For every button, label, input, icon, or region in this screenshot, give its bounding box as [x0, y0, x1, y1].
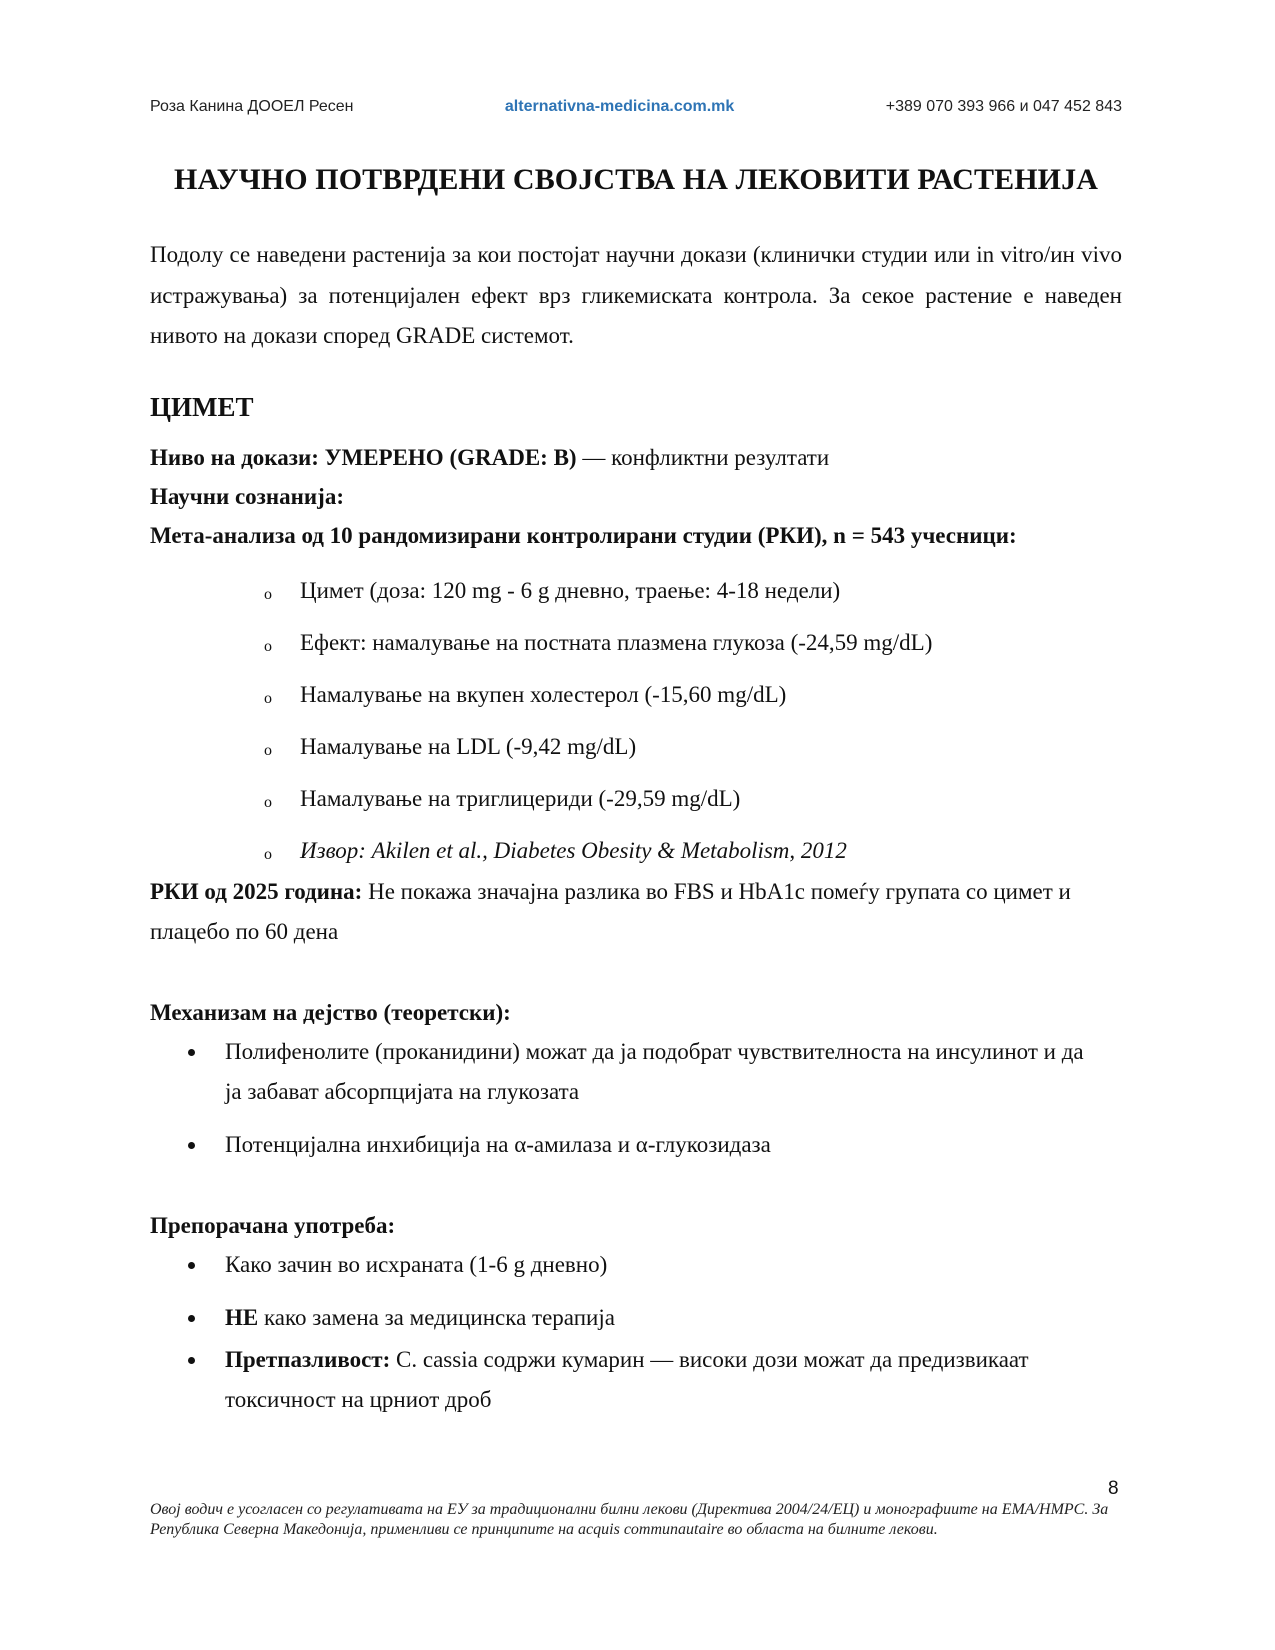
usage-emphasis: НЕ	[225, 1305, 259, 1330]
circle-bullet: o	[264, 690, 272, 707]
page-number: 8	[1108, 1478, 1119, 1499]
rct-label: РКИ од 2025 година:	[150, 879, 363, 904]
meta-item: Ефект: намалување на постната плазмена глукоза (-24,59 mg/dL)	[300, 630, 933, 655]
source-citation: Извор: Akilen et al., Diabetes Obesity & Metabolism, 2012	[300, 838, 847, 863]
usage-text: како замена за медицинска терапија	[258, 1305, 615, 1330]
meta-item: Намалување на LDL (-9,42 mg/dL)	[300, 734, 637, 759]
website-link[interactable]: alternativna-medicina.com.mk	[504, 98, 735, 115]
rct-paragraph	[150, 872, 1122, 952]
evidence-label: Ниво на докази: УМЕРЕНО (GRADE: B)	[150, 445, 577, 470]
section-title: ЦИМЕТ	[150, 392, 254, 422]
meta-item: Намалување на вкупен холестерол (-15,60 mg/dL)	[300, 682, 787, 707]
bullet-dot	[188, 1315, 195, 1322]
footer-note: Овој водич е усогласен со регулативата на ЕУ за традиционални билни лекови (Директива 2004/24/ЕЦ) и монографиите на EMA/HMPC. За Република Северна Македонија, применливи се принципите на acquis communautaire во областа на билните лекови.	[150, 1501, 1109, 1538]
caution-text: C. cassia содржи кумарин — високи дози можат да предизвикаат токсичност на црниот дроб	[225, 1347, 1029, 1412]
rct-text: Не покажа значајна разлика во FBS и HbA1c помеѓу групата со цимет и плацебо по 60 дена	[150, 879, 1071, 944]
bullet-dot	[188, 1142, 195, 1149]
circle-bullet: o	[264, 586, 272, 603]
findings-label: Научни сознанија:	[150, 484, 344, 509]
page-header	[150, 98, 1122, 116]
mechanism-item: Потенцијална инхибиција на α-амилаза и α-глукозидаза	[225, 1132, 771, 1157]
meta-item: Цимет (доза: 120 mg - 6 g дневно, траење: 4-18 недели)	[300, 578, 841, 603]
page-title: НАУЧНО ПОТВРДЕНИ СВОЈСТВА НА ЛЕКОВИТИ РАСТЕНИЈА	[174, 163, 1098, 196]
bullet-dot	[188, 1049, 195, 1056]
evidence-line	[150, 438, 1122, 478]
circle-bullet: o	[264, 742, 272, 759]
bullet-dot	[188, 1357, 195, 1364]
evidence-note: — конфликтни резултати	[576, 445, 830, 470]
mechanism-label: Механизам на дејство (теоретски):	[150, 1000, 511, 1025]
caution-label: Претпазливост:	[225, 1347, 391, 1372]
meta-label: Мета-анализа од 10 рандомизирани контролирани студии (РКИ), n = 543 учесници:	[150, 523, 1017, 548]
mechanism-item: Полифенолите (проканидини) можат да ја подобрат чувствителноста на инсулинот и да ја забават абсорпцијата на глукозата	[225, 1039, 1084, 1104]
circle-bullet: o	[264, 638, 272, 655]
bullet-dot	[188, 1262, 195, 1269]
circle-bullet: o	[264, 794, 272, 811]
usage-item	[225, 1298, 1105, 1338]
usage-label: Препорачана употреба:	[150, 1213, 396, 1238]
usage-item	[225, 1340, 1105, 1420]
phone-numbers: +389 070 393 966 и 047 452 843	[885, 98, 1122, 115]
company-name: Роза Канина ДООЕЛ Ресен	[150, 98, 354, 115]
circle-bullet: o	[264, 846, 272, 863]
usage-item: Како зачин во исхраната (1-6 g дневно)	[225, 1252, 608, 1277]
meta-item: Намалување на триглицериди (-29,59 mg/dL)	[300, 786, 741, 811]
intro-paragraph: Подолу се наведени растенија за кои постојат научни докази (клинички студии или in vitro/ин vivo истражувања) за потенцијален ефект врз гликемиската контрола. За секое растение е наведен нивото на докази според GRADE системот.	[150, 242, 1122, 348]
